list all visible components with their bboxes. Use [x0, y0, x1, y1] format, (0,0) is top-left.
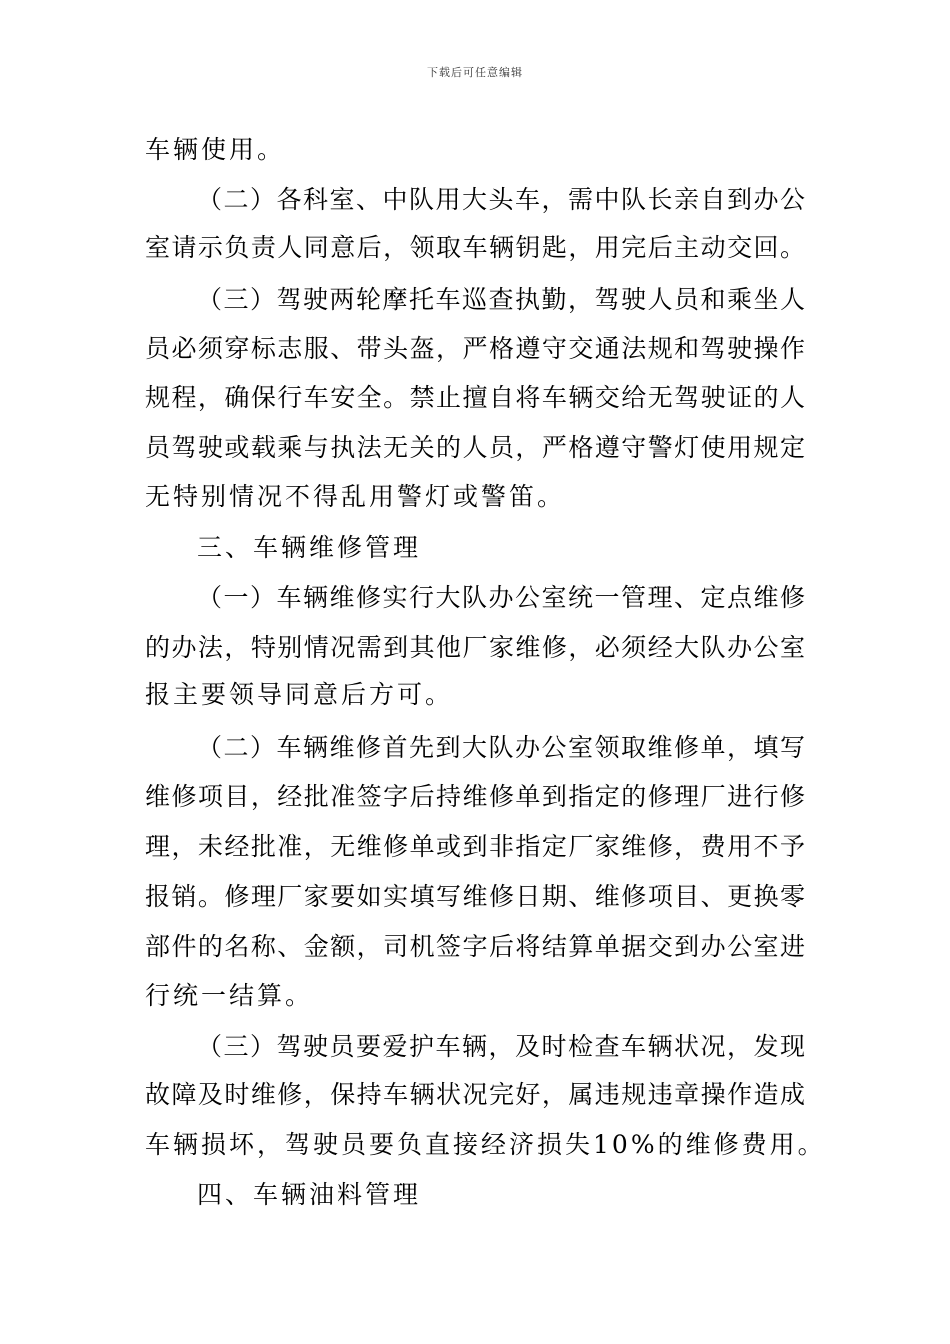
text-line: （三）驾驶两轮摩托车巡查执勤，驾驶人员和乘坐人	[197, 285, 805, 314]
text-line: 规程，确保行车安全。禁止擅自将车辆交给无驾驶证的人	[145, 383, 805, 412]
text-line: 维修项目，经批准签字后持维修单到指定的修理厂进行修	[145, 782, 805, 811]
text-line: 部件的名称、金额，司机签字后将结算单据交到办公室进	[145, 932, 805, 961]
text-line: （三）驾驶员要爱护车辆，及时检查车辆状况，发现	[197, 1032, 805, 1061]
text-line: 理，未经批准，无维修单或到非指定厂家维修，费用不予	[145, 832, 805, 861]
page-header: 下载后可任意编辑	[427, 66, 523, 79]
text-line: 员必须穿标志服、带头盔，严格遵守交通法规和驾驶操作	[145, 334, 805, 363]
text-line: 报主要领导同意后方可。	[145, 680, 454, 709]
text-line: 室请示负责人同意后，领取车辆钥匙，用完后主动交回。	[145, 233, 805, 262]
text-line: （二）车辆维修首先到大队办公室领取维修单，填写	[197, 733, 805, 762]
text-line: 的办法，特别情况需到其他厂家维修，必须经大队办公室	[145, 633, 805, 662]
text-line: 员驾驶或载乘与执法无关的人员，严格遵守警灯使用规定	[145, 433, 805, 462]
text-line: 行统一结算。	[145, 981, 314, 1010]
text-line: 故障及时维修，保持车辆状况完好，属违规违章操作造成	[145, 1080, 805, 1109]
text-line: 车辆损坏，驾驶员要负直接经济损失10%的维修费用。	[145, 1130, 826, 1159]
text-line: 报销。修理厂家要如实填写维修日期、维修项目、更换零	[145, 882, 805, 911]
text-line: 车辆使用。	[145, 135, 286, 164]
text-line: （二）各科室、中队用大头车，需中队长亲自到办公	[197, 185, 805, 214]
text-line: 无特别情况不得乱用警灯或警笛。	[145, 482, 566, 511]
text-line: （一）车辆维修实行大队办公室统一管理、定点维修	[197, 583, 805, 612]
section-heading: 三、车辆维修管理	[197, 533, 422, 562]
section-heading: 四、车辆油料管理	[197, 1180, 422, 1209]
